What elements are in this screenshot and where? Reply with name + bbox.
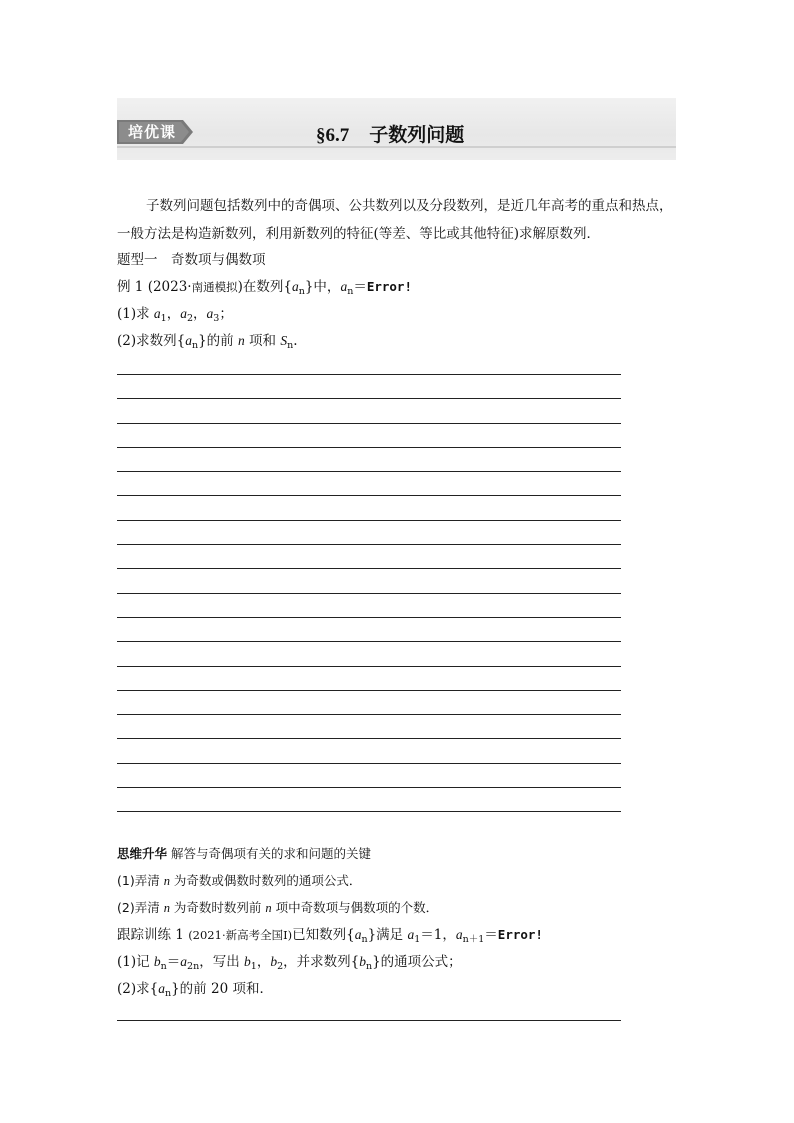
followup1-question-1: (1)记 $b_n=a_{2n}$，写出 $b_1$，$b_2$，并求数列$\{b_n\}$的通项公式； (117, 954, 462, 972)
followup1-statement: 跟踪训练 1 (2021·新高考全国Ⅰ)已知数列$\{a_n\}$满足 $a_1=1$，$a_{n+1}=Error$! (117, 927, 543, 945)
section-title: 子数列问题 (369, 124, 465, 146)
answer-line[interactable] (117, 811, 621, 812)
answer-line[interactable] (117, 495, 621, 496)
intro-line-1: 子数列问题包括数列中的奇偶项、公共数列以及分段数列，是近几年高考的重点和热点， (146, 198, 673, 214)
answer-line[interactable] (117, 423, 621, 424)
answer-line[interactable] (117, 568, 621, 569)
type1-heading: 题型一 奇数项与偶数项 (117, 252, 266, 268)
followup1-question-2: (2)求$\{a_n\}$的前 20 项和． (117, 981, 273, 999)
answer-line[interactable] (117, 690, 621, 691)
answer-line[interactable] (117, 787, 621, 788)
example1-question-1: (1)求 $a_1$，$a_2$，$a_3$； (117, 306, 233, 324)
answer-line[interactable] (117, 714, 621, 715)
intro-line-2: 一般方法是构造新数列，利用新数列的特征(等差、等比或其他特征)求解原数列． (117, 226, 601, 242)
answer-line[interactable] (117, 666, 621, 667)
summary-item-2: (2)弄清 n 为奇数时数列前 n 项中奇数项与偶数项的个数． (117, 900, 439, 915)
answer-line[interactable] (117, 641, 621, 642)
followup-answer-line[interactable] (117, 1020, 621, 1021)
course-badge (117, 120, 193, 144)
answer-line[interactable] (117, 617, 621, 618)
example1-statement: 例 1 (2023·南通模拟)在数列$\{a_n\}$中，$a_n=Error$! (117, 279, 412, 297)
answer-line[interactable] (117, 738, 621, 739)
badge-label: 培优课 (127, 123, 176, 141)
answer-area[interactable] (117, 374, 621, 836)
answer-line[interactable] (117, 447, 621, 448)
summary-heading: 思维升华 解答与奇偶项有关的求和问题的关键 (117, 846, 372, 861)
example1-question-2: (2)求数列$\{a_n\}$的前 n 项和 $S_n$. (117, 333, 298, 351)
answer-line[interactable] (117, 520, 621, 521)
summary-item-1: (1)弄清 n 为奇数或偶数时数列的通项公式． (117, 873, 362, 888)
answer-line[interactable] (117, 471, 621, 472)
section-number: §6.7 (316, 125, 350, 146)
answer-line[interactable] (117, 544, 621, 545)
page-title (316, 122, 464, 148)
answer-line[interactable] (117, 374, 621, 375)
answer-line[interactable] (117, 593, 621, 594)
answer-line[interactable] (117, 763, 621, 764)
answer-line[interactable] (117, 398, 621, 399)
